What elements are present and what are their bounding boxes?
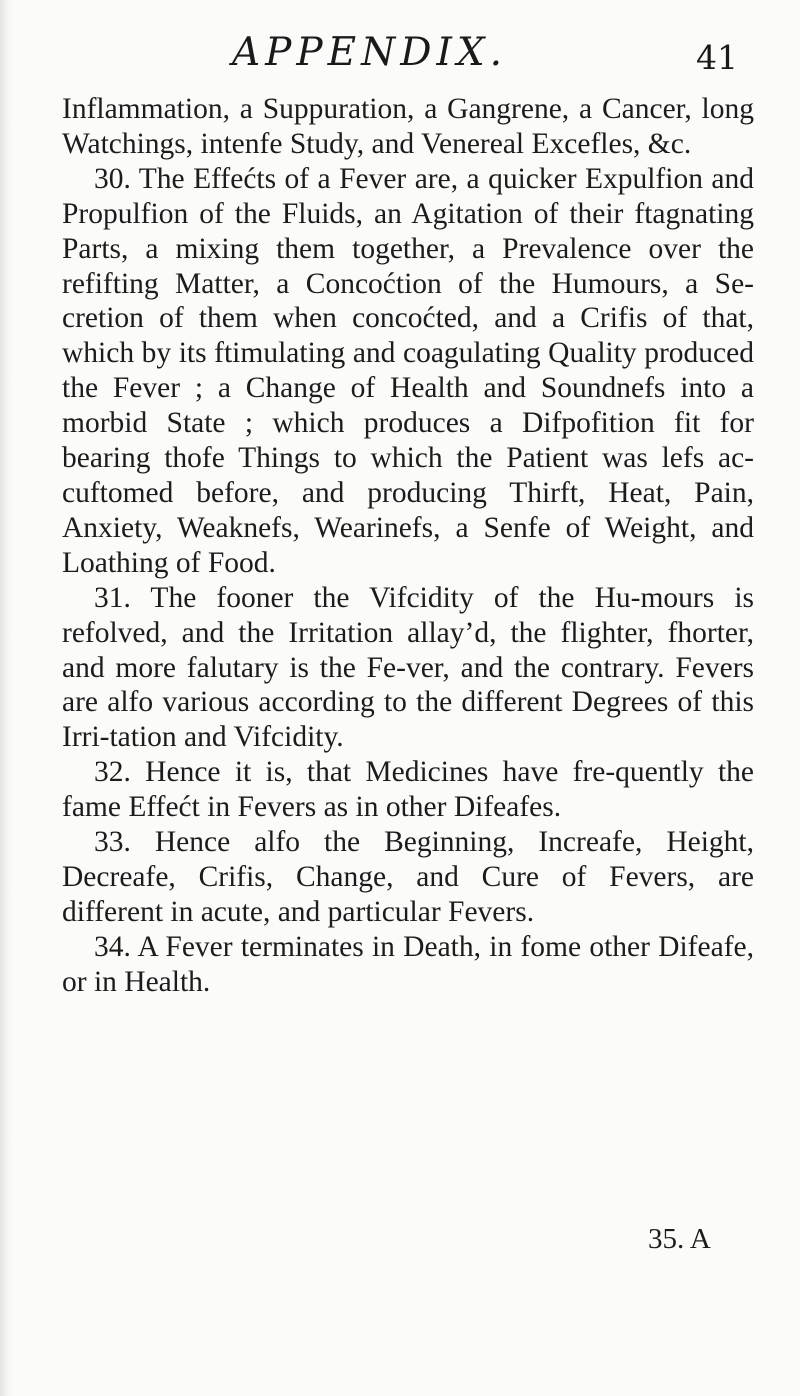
catchword: 35. A xyxy=(648,1223,711,1255)
page-number: 41 xyxy=(696,38,738,77)
paragraph-31: 31. The fooner the Vifcidity of the Hu-mours is refolved, and the Irritation allay’d, the flighter, fhorter, and more falutary is the Fe-ver, and the contrary. Fevers are alfo various according to the different Degrees of this Irri-tation and Vifcidity. xyxy=(62,581,754,754)
running-head: APPENDIX. xyxy=(232,30,508,75)
page-header xyxy=(0,10,800,90)
paragraph-continuation: Inflammation, a Suppuration, a Gangrene, a Cancer, long Watchings, intenfe Study, and Venereal Excefles, &c. xyxy=(62,93,754,160)
paragraph-33: 33. Hence alfo the Beginning, Increafe, Height, Decreafe, Crifis, Change, and Cure of Fevers, are different in acute, and particular Fevers. xyxy=(62,826,754,928)
paragraph-30: 30. The Effećts of a Fever are, a quicker Expulfion and Propulfion of the Fluids, an Agitation of their ftagnating Parts, a mixing them together, a Prevalence over the refifting Matter, a Concoćtion of the Humours, a Se-cretion of them when concoćted, and a Crifis of that, which by its ftimulating and coagulating Quality produced the Fever ; a Change of Health and Soundnefs into a morbid State ; which produces a Difpofition fit for bearing thofe Things to which the Patient was lefs ac-cuftomed before, and producing Thirft, Heat, Pain, Anxiety, Weaknefs, Wearinefs, a Senfe of Weight, and Loathing of Food. xyxy=(62,162,754,579)
page-gutter-shadow xyxy=(0,0,14,1396)
paragraph-32: 32. Hence it is, that Medicines have fre-quently the fame Effećt in Fevers as in other Difeafes. xyxy=(62,756,754,824)
paragraph-34: 34. A Fever terminates in Death, in fome other Difeafe, or in Health. xyxy=(62,930,754,998)
body-text xyxy=(62,92,754,1000)
